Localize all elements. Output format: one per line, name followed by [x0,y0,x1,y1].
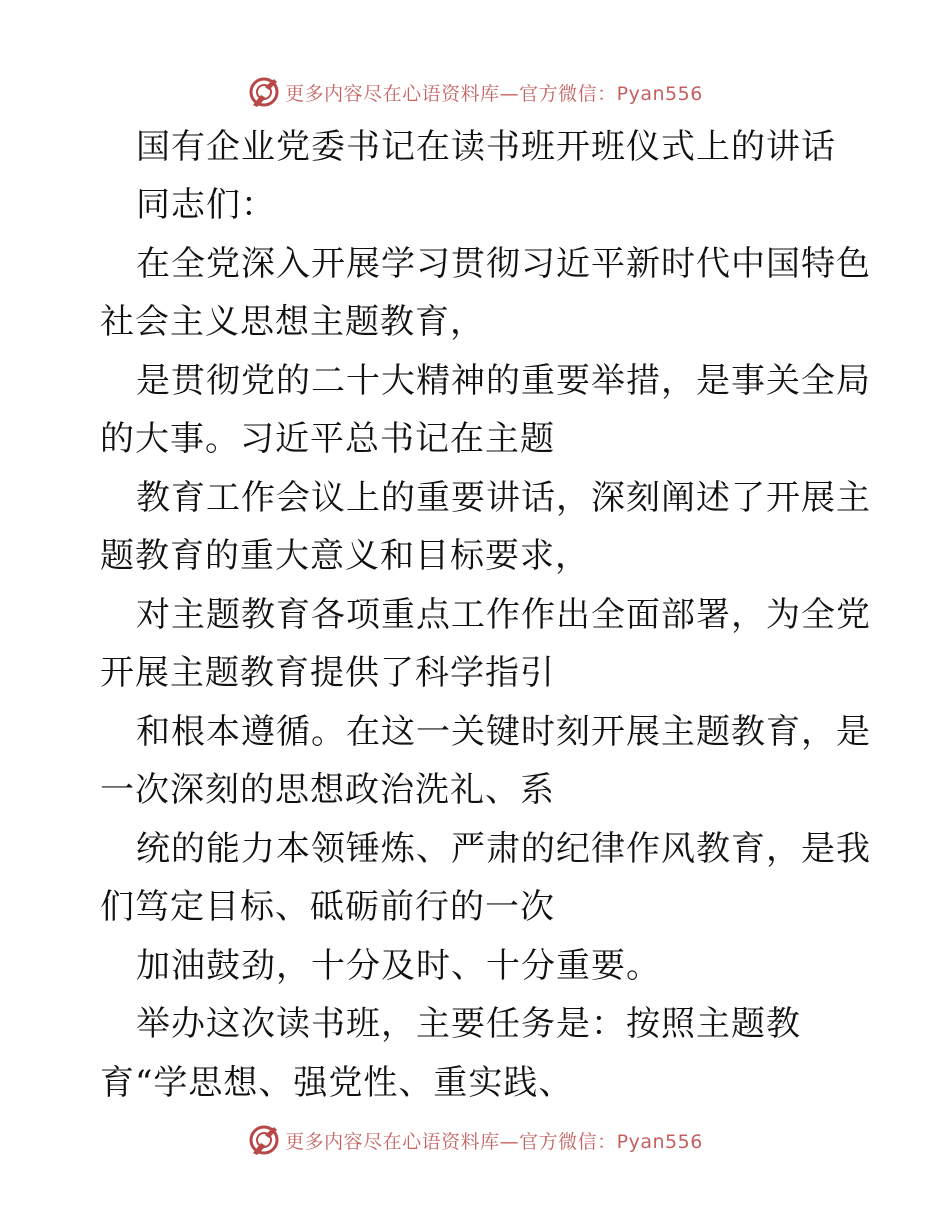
paragraph-line: 加油鼓劲，十分及时、十分重要。 [136,946,661,986]
paragraph-line: 是贯彻党的二十大精神的重要举措，是事关全局 [136,361,871,401]
paragraph-line: 和根本遵循。在这一关键时刻开展主题教育，是 [136,712,871,752]
paragraph-line: 统的能力本领锤炼、严肃的纪律作风教育，是我 [136,829,871,869]
pen-circle-logo-icon [247,75,281,109]
paragraph-line: 题教育的重大意义和目标要求， [100,536,590,576]
paragraph-line: 举办这次读书班，主要任务是：按照主题教 [136,1004,801,1044]
pen-circle-logo-icon [247,1123,281,1157]
footer-watermark [0,1120,950,1160]
document-title: 国有企业党委书记在读书班开班仪式上的讲话 [136,127,836,167]
paragraph-line: 社会主义思想主题教育， [100,302,485,342]
paragraph-line: 育“学思想、强党性、重实践、 [100,1063,574,1103]
header-watermark [0,72,950,112]
paragraph-line: 的大事。习近平总书记在主题 [100,419,555,459]
paragraph-line: 一次深刻的思想政治洗礼、系 [100,770,555,810]
paragraph-line: 对主题教育各项重点工作作出全面部署，为全党 [136,595,871,635]
paragraph-line: 在全党深入开展学习贯彻习近平新时代中国特色 [136,244,871,284]
paragraph-line: 开展主题教育提供了科学指引 [100,653,555,693]
paragraph-line: 们笃定目标、砥砺前行的一次 [100,887,555,927]
salutation: 同志们： [136,185,276,225]
watermark-text: 更多内容尽在心语资料库—官方微信：Pyan556 [285,1130,703,1153]
watermark-text: 更多内容尽在心语资料库—官方微信：Pyan556 [285,82,703,105]
paragraph-line: 教育工作会议上的重要讲话，深刻阐述了开展主 [136,478,871,518]
